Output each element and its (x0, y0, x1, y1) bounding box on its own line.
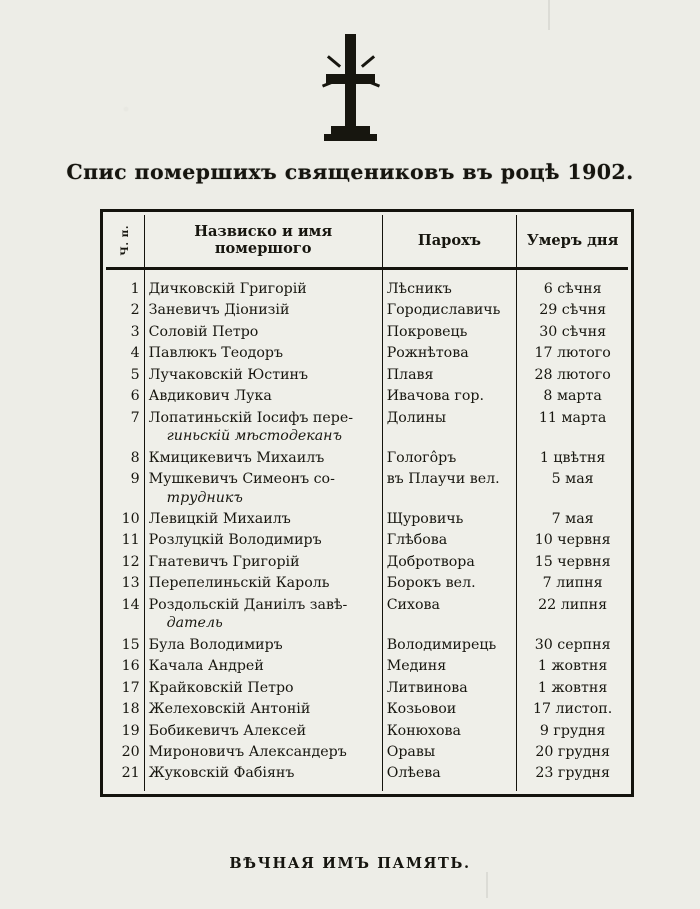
table-row (106, 508, 628, 529)
table-row (106, 741, 628, 762)
row-name-line1: Була Володимиръ (148, 636, 283, 653)
table-row (106, 530, 628, 551)
row-number: 14 (106, 594, 144, 634)
row-name (144, 269, 382, 300)
row-name-line1: Перепелиньскій Кароль (148, 575, 330, 592)
row-number: 20 (106, 741, 144, 762)
row-parish: Сихова (382, 594, 517, 634)
row-number: 11 (106, 530, 144, 551)
table-body (106, 269, 628, 791)
row-name-line1: Дичковскій Григорій (148, 281, 307, 297)
row-name (144, 594, 382, 634)
row-died: 7 мая (551, 510, 594, 527)
table-row (106, 573, 628, 594)
row-number: 3 (106, 321, 144, 342)
row-number: 15 (106, 634, 144, 655)
row-parish: Оравы (382, 741, 517, 762)
column-header-died: Умеръ дня (517, 215, 628, 269)
memorial-footer: ВѢЧНАЯ ИМЪ ПАМЯТЬ. (229, 855, 471, 872)
row-died: 6 сѣчня (543, 281, 602, 297)
row-died: 20 грудня (535, 743, 610, 760)
table-row (106, 594, 628, 634)
row-name-line1: Соловій Петро (148, 323, 259, 340)
row-parish: Городиславичь (382, 300, 517, 321)
row-number: 12 (106, 551, 144, 572)
table-row (106, 447, 628, 468)
table-row (106, 634, 628, 655)
row-parish: Плавя (382, 364, 517, 385)
row-died: 9 грудня (539, 722, 606, 739)
row-name (144, 407, 382, 447)
row-parish: Лѣсникъ (382, 269, 517, 300)
row-died: 15 червня (534, 553, 611, 570)
row-parish: Рожнѣтова (382, 343, 517, 364)
row-parish: Гологôръ (382, 447, 517, 468)
row-died: 30 серпня (534, 636, 611, 653)
row-name (144, 386, 382, 407)
row-died: 28 лютого (534, 366, 611, 383)
row-name-line1: Крайковскій Петро (148, 679, 294, 696)
table-row (106, 386, 628, 407)
row-name (144, 741, 382, 762)
row-name-line1: Бобикевичъ Алексей (148, 722, 307, 739)
row-number: 19 (106, 720, 144, 741)
deceased-priests-table (100, 209, 634, 797)
row-number: 2 (106, 300, 144, 321)
row-parish: Долины (382, 407, 517, 447)
row-died: 17 лютого (534, 345, 611, 362)
row-died: 1 цвѣтня (539, 449, 606, 466)
row-name (144, 447, 382, 468)
row-name-line2: трудникъ (166, 489, 243, 506)
row-name-line1: Левицкій Михаилъ (148, 510, 291, 527)
row-name (144, 677, 382, 698)
row-number: 1 (106, 269, 144, 300)
table-row (106, 677, 628, 698)
row-name-line1: Мушкевичъ Симеонъ со- (148, 471, 335, 488)
row-parish: Козьовои (382, 699, 517, 720)
row-parish: Ивачова гор. (382, 386, 517, 407)
table-row (106, 551, 628, 572)
table-row (106, 720, 628, 741)
row-died: 10 червня (534, 532, 611, 549)
row-number: 4 (106, 343, 144, 364)
row-number: 7 (106, 407, 144, 447)
row-died: 17 листоп. (532, 701, 613, 718)
table-row (106, 364, 628, 385)
row-parish: Олѣева (382, 763, 517, 791)
row-died: 22 липня (538, 596, 608, 613)
row-died: 11 марта (538, 409, 607, 426)
row-parish: Борокъ вел. (382, 573, 517, 594)
row-parish: Щуровичь (382, 508, 517, 529)
row-died: 29 сѣчня (539, 302, 607, 319)
row-parish: Мединя (382, 656, 517, 677)
column-header-parish: Парохъ (382, 215, 517, 269)
row-name-line1: Мироновичъ Александеръ (148, 743, 347, 760)
row-number: 17 (106, 677, 144, 698)
row-name-line1: Розлуцкій Володимиръ (148, 532, 322, 549)
table-row (106, 656, 628, 677)
row-name (144, 508, 382, 529)
column-header-name: Назвиско и имя помершого (144, 215, 382, 269)
table-row (106, 269, 628, 300)
row-number: 10 (106, 508, 144, 529)
row-name-line1: Жуковскій Фабіянъ (148, 765, 295, 782)
table-row (106, 699, 628, 720)
row-name (144, 343, 382, 364)
row-number: 6 (106, 386, 144, 407)
row-name-line1: Роздольскій Даниілъ завѣ- (148, 596, 348, 613)
row-name-line1: Качала Андрей (148, 658, 264, 675)
row-number: 9 (106, 469, 144, 509)
row-name-line1: Павлюкъ Теодоръ (148, 345, 284, 362)
row-number: 18 (106, 699, 144, 720)
row-name-line2: гиньскій мѣстодеканъ (166, 428, 342, 445)
table-row (106, 407, 628, 447)
row-parish: Конюхова (382, 720, 517, 741)
row-name (144, 699, 382, 720)
page-title: Спис помершихъ священиковъ въ роцѣ 1902. (66, 160, 634, 184)
table-header-row (106, 215, 628, 269)
row-number: 21 (106, 763, 144, 791)
row-number: 8 (106, 447, 144, 468)
row-name (144, 300, 382, 321)
table-row (106, 321, 628, 342)
row-name (144, 573, 382, 594)
row-name-line1: Заневичъ Діонизій (148, 302, 290, 319)
table-row (106, 763, 628, 791)
row-name (144, 321, 382, 342)
row-name (144, 364, 382, 385)
row-name-line1: Лучаковскій Юстинъ (148, 366, 309, 383)
row-name (144, 720, 382, 741)
table-row (106, 469, 628, 509)
row-name (144, 634, 382, 655)
row-name (144, 551, 382, 572)
row-name (144, 763, 382, 791)
row-number: 5 (106, 364, 144, 385)
row-died: 1 жовтня (537, 658, 608, 675)
row-name-line1: Кмицикевичъ Михаилъ (148, 449, 325, 466)
row-name-line2: датель (166, 615, 223, 632)
row-died: 8 марта (543, 388, 602, 405)
row-name-line1: Желеховскій Антоній (148, 701, 311, 718)
table-row (106, 343, 628, 364)
row-died: 1 жовтня (537, 679, 608, 696)
row-parish: Володимирець (382, 634, 517, 655)
column-header-number-label: Ч. п. (118, 224, 131, 256)
row-parish: Покровець (382, 321, 517, 342)
row-died: 30 сѣчня (539, 323, 607, 340)
row-died: 5 мая (551, 471, 594, 488)
page-edge-mark (486, 872, 488, 898)
row-parish: Литвинова (382, 677, 517, 698)
row-name (144, 469, 382, 509)
row-number: 13 (106, 573, 144, 594)
row-name (144, 530, 382, 551)
row-parish: въ Плаучи вел. (382, 469, 517, 509)
row-name-line1: Авдикович Лука (148, 388, 272, 405)
row-name-line1: Лопатиньскій Іосифъ пере- (148, 409, 354, 426)
row-number: 16 (106, 656, 144, 677)
row-parish: Глѣбова (382, 530, 517, 551)
cross-emblem (0, 26, 700, 138)
row-parish: Добротвора (382, 551, 517, 572)
column-header-number (106, 215, 144, 269)
row-died: 7 липня (542, 575, 603, 592)
row-name-line1: Гнатевичъ Григорій (148, 553, 300, 570)
orthodox-cross-icon (300, 30, 400, 138)
row-name (144, 656, 382, 677)
table-row (106, 300, 628, 321)
row-died: 23 грудня (535, 765, 610, 782)
